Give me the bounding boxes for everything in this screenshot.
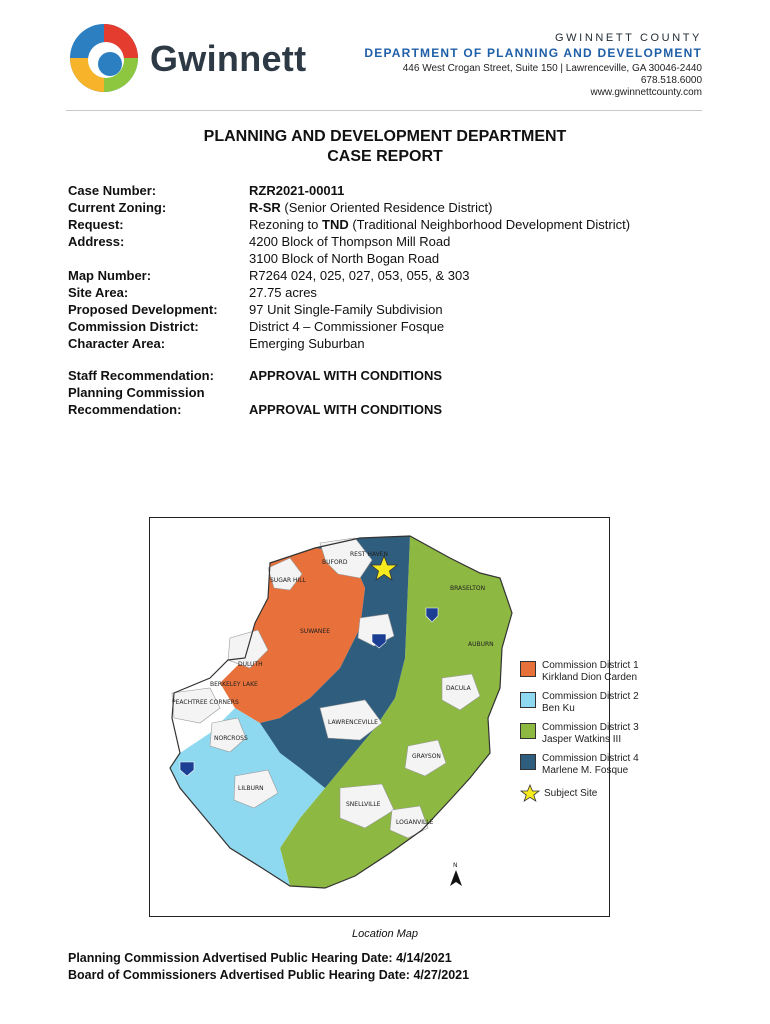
field-label: Site Area:	[68, 285, 129, 300]
department-name: DEPARTMENT OF PLANNING AND DEVELOPMENT	[364, 46, 702, 60]
field-request	[68, 216, 708, 233]
field-commission-district	[68, 318, 708, 335]
map-label-buford: BUFORD	[322, 559, 348, 566]
staff-recommendation-value: APPROVAL WITH CONDITIONS	[249, 368, 443, 383]
field-label: Address:	[68, 234, 125, 249]
legend-swatch	[520, 661, 536, 677]
map-label-berkeley-lake: BERKELEY LAKE	[210, 681, 258, 688]
map-label-grayson: GRAYSON	[412, 753, 441, 760]
header-contact	[364, 32, 702, 99]
field-character-area	[68, 335, 708, 352]
field-label: Character Area:	[68, 336, 166, 351]
legend-commissioner: Jasper Watkins III	[542, 734, 622, 745]
zoning-description: (Senior Oriented Residence District)	[280, 200, 493, 215]
legend-district-1	[520, 660, 670, 691]
address-line-2: 3100 Block of North Bogan Road	[249, 251, 440, 266]
department-address: 446 West Crogan Street, Suite 150 | Lawrenceville, GA 30046-2440	[402, 63, 702, 74]
proposed-development-value: 97 Unit Single-Family Subdivision	[249, 302, 443, 317]
request-zoning-code: TND	[322, 217, 349, 232]
map-label-auburn: AUBURN	[468, 641, 494, 648]
map-label-loganville: LOGANVILLE	[396, 819, 434, 826]
site-area-value: 27.75 acres	[249, 285, 317, 300]
field-label: Staff Recommendation:	[68, 368, 214, 383]
report-subtitle: CASE REPORT	[327, 148, 443, 165]
map-label-norcross: NORCROSS	[214, 735, 248, 742]
field-label: Case Number:	[68, 183, 157, 198]
field-case-number	[68, 182, 708, 199]
north-label: N	[453, 862, 458, 869]
field-label	[68, 384, 249, 418]
case-fields	[68, 182, 708, 418]
planning-commission-label-1: Planning Commission	[68, 385, 205, 400]
request-value	[249, 216, 708, 233]
report-title: PLANNING AND DEVELOPMENT DEPARTMENT	[203, 128, 567, 145]
department-website[interactable]: www.gwinnettcounty.com	[590, 87, 702, 98]
map-label-lawrenceville: LAWRENCEVILLE	[328, 719, 378, 726]
planning-commission-label-2: Recommendation:	[68, 402, 182, 417]
legend-label: Commission District 3	[542, 722, 639, 733]
map-label-sugar-hill: SUGAR HILL	[270, 577, 306, 584]
legend-swatch	[520, 692, 536, 708]
north-arrow-icon	[450, 870, 462, 886]
map-label-dacula: DACULA	[446, 685, 471, 692]
field-label: Request:	[68, 217, 124, 232]
legend-district-2	[520, 691, 670, 722]
map-caption: Location Map	[351, 928, 419, 940]
field-label: Map Number:	[68, 268, 152, 283]
field-planning-commission	[68, 384, 708, 418]
planning-commission-hearing-date: Planning Commission Advertised Public Hearing Date: 4/14/2021	[68, 951, 452, 965]
field-staff-recommendation	[68, 367, 708, 384]
map-legend	[520, 660, 670, 802]
legend-subject-site	[520, 784, 670, 802]
field-proposed-development	[68, 301, 708, 318]
legend-district-4	[520, 753, 670, 784]
map-label-braselton: BRASELTON	[450, 585, 486, 592]
legend-commissioner: Ben Ku	[542, 703, 575, 714]
map-label-duluth: DULUTH	[238, 661, 263, 668]
field-address	[68, 233, 708, 267]
hearing-dates	[68, 950, 469, 984]
field-label: Commission District:	[68, 319, 199, 334]
legend-label: Commission District 4	[542, 753, 639, 764]
map-number-value: R7264 024, 025, 027, 053, 055, & 303	[249, 268, 470, 283]
legend-commissioner: Kirkland Dion Carden	[542, 672, 638, 683]
gwinnett-logo-icon	[66, 22, 142, 94]
legend-district-3	[520, 722, 670, 753]
header-divider	[66, 110, 702, 111]
legend-commissioner: Marlene M. Fosque	[542, 765, 629, 776]
map-label-lilburn: LILBURN	[238, 785, 264, 792]
map-label-snellville: SNELLVILLE	[346, 801, 381, 808]
map-label-suwanee: SUWANEE	[300, 628, 330, 635]
current-zoning-value	[249, 199, 708, 216]
legend-swatch	[520, 754, 536, 770]
case-number-value: RZR2021-00011	[249, 183, 345, 198]
map-label-peachtree-corners: PEACHTREE CORNERS	[172, 699, 239, 706]
request-prefix: Rezoning to	[249, 217, 322, 232]
address-value	[249, 233, 708, 267]
board-of-commissioners-hearing-date: Board of Commissioners Advertised Public Hearing Date: 4/27/2021	[68, 968, 470, 982]
county-name: GWINNETT COUNTY	[555, 32, 702, 44]
planning-commission-value: APPROVAL WITH CONDITIONS	[249, 402, 443, 417]
field-current-zoning	[68, 199, 708, 216]
field-label: Proposed Development:	[68, 302, 218, 317]
department-phone: 678.518.6000	[640, 75, 702, 86]
request-description: (Traditional Neighborhood Development District)	[348, 217, 631, 232]
legend-label: Commission District 1	[542, 660, 639, 671]
map-label-rest-haven: REST HAVEN	[350, 551, 388, 558]
field-site-area	[68, 284, 708, 301]
zoning-code: R-SR	[249, 200, 281, 215]
subject-site-label: Subject Site	[544, 787, 598, 799]
field-map-number	[68, 267, 708, 284]
field-label: Current Zoning:	[68, 200, 167, 215]
legend-label: Commission District 2	[542, 691, 639, 702]
address-line-1: 4200 Block of Thompson Mill Road	[249, 234, 451, 249]
character-area-value: Emerging Suburban	[249, 336, 365, 351]
commission-district-value: District 4 – Commissioner Fosque	[249, 319, 445, 334]
legend-swatch	[520, 723, 536, 739]
logo-wordmark: Gwinnett	[150, 38, 307, 79]
star-icon	[520, 784, 540, 802]
